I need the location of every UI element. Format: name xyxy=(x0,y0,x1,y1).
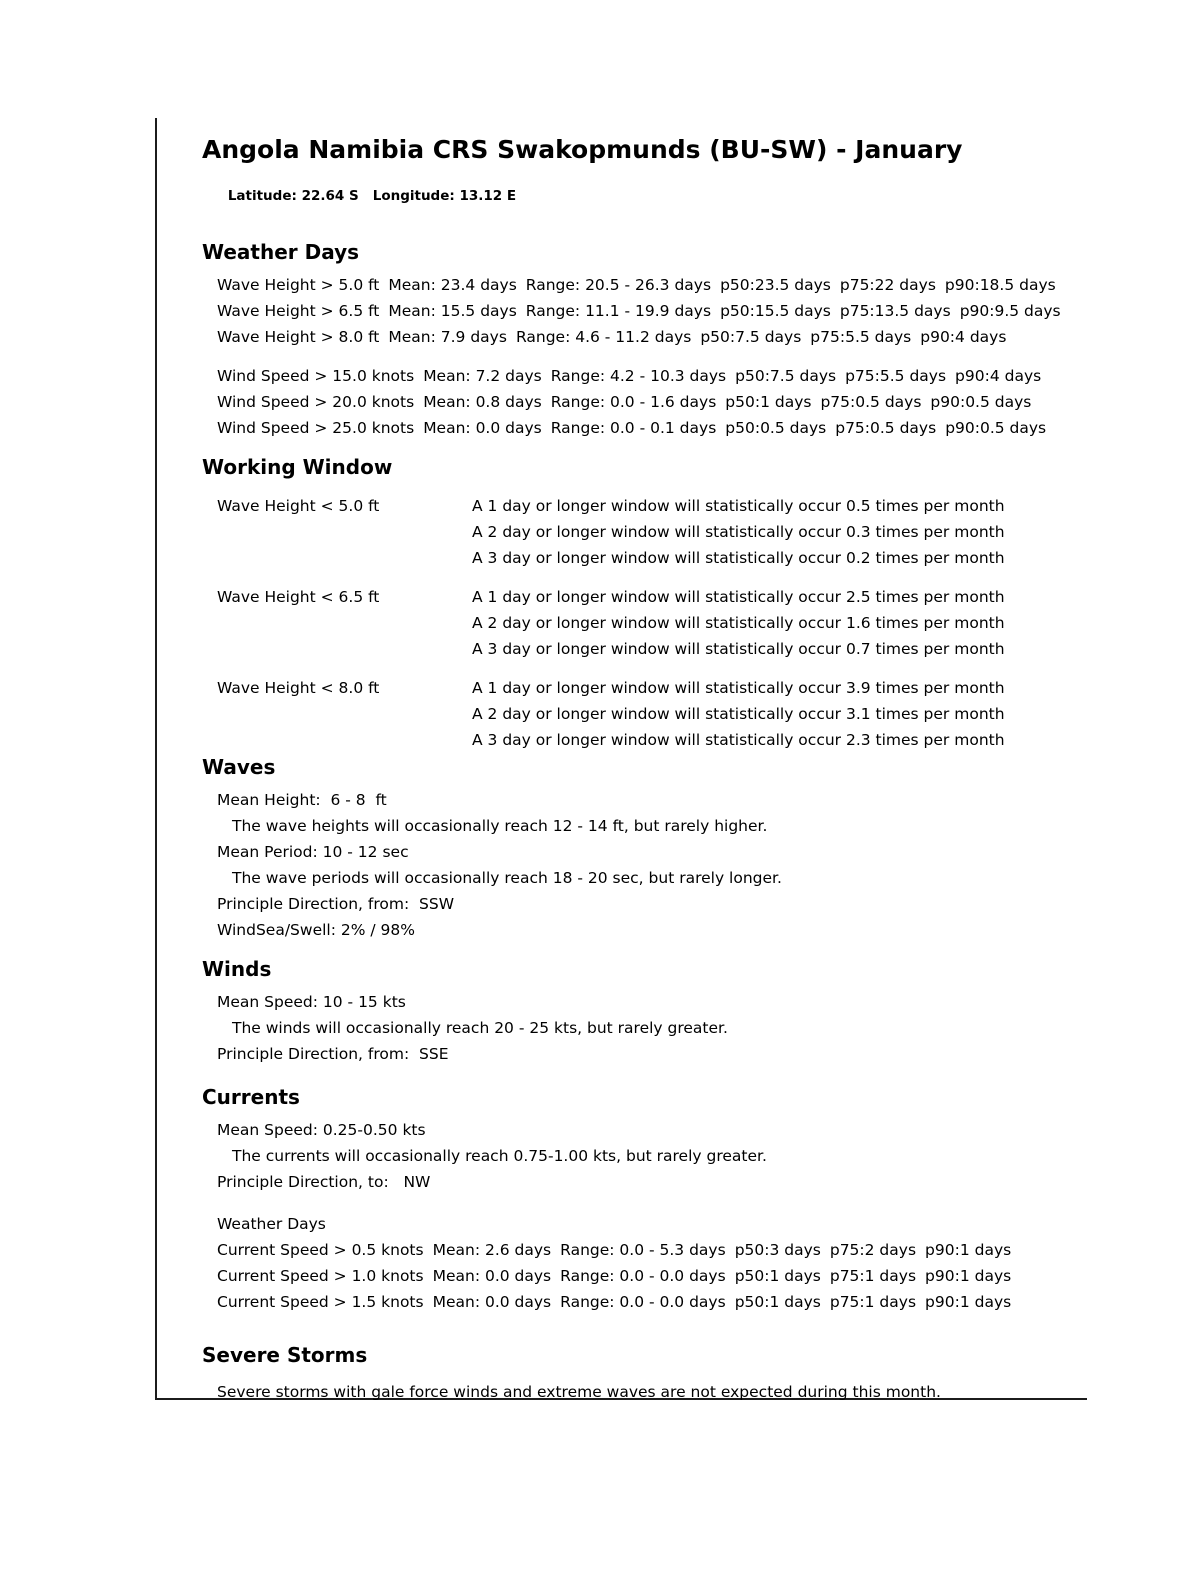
waves-details xyxy=(202,787,1087,943)
stat-range: Range: 0.0 - 0.0 days xyxy=(560,1267,726,1285)
stat-row-wave-5 xyxy=(217,272,1087,298)
stat-p75: p75:1 days xyxy=(829,1267,917,1285)
stat-parameter: Wind Speed > 25.0 knots xyxy=(217,419,415,437)
stat-mean: Mean: 23.4 days xyxy=(388,276,517,294)
working-window-occurrence-line: A 3 day or longer window will statistically occur 2.3 times per month xyxy=(472,731,1005,749)
wave-height-stats xyxy=(202,272,1087,350)
stat-p75: p75:5.5 days xyxy=(845,367,947,385)
winds-speed-note: The winds will occasionally reach 20 - 25 kts, but rarely greater. xyxy=(232,1019,728,1037)
working-window-occurrence-line: A 3 day or longer window will statistically occur 0.2 times per month xyxy=(472,549,1005,567)
winds-heading: Winds xyxy=(202,957,272,981)
stat-parameter: Current Speed > 1.5 knots xyxy=(217,1293,424,1311)
working-window-group-65 xyxy=(202,584,1087,662)
current-speed-stats xyxy=(202,1237,1087,1315)
stat-p75: p75:0.5 days xyxy=(820,393,922,411)
stat-parameter: Wave Height > 8.0 ft xyxy=(217,328,380,346)
stat-mean: Mean: 7.9 days xyxy=(388,328,507,346)
stat-mean: Mean: 0.0 days xyxy=(432,1293,552,1311)
working-window-occurrence-line: A 2 day or longer window will statistically occur 1.6 times per month xyxy=(472,614,1005,632)
currents-weather-days-label: Weather Days xyxy=(217,1215,326,1233)
winds-mean-speed: Mean Speed: 10 - 15 kts xyxy=(217,993,406,1011)
wind-speed-stats xyxy=(202,363,1087,441)
stat-row-current-10 xyxy=(217,1263,1087,1289)
working-window-occurrence-line: A 2 day or longer window will statistically occur 0.3 times per month xyxy=(472,523,1005,541)
currents-principle-direction: Principle Direction, to: NW xyxy=(217,1173,431,1191)
stat-row-current-15 xyxy=(217,1289,1087,1315)
page-title: Angola Namibia CRS Swakopmunds (BU-SW) - January xyxy=(202,135,963,164)
working-window-occurrence-line: A 2 day or longer window will statistically occur 3.1 times per month xyxy=(472,705,1005,723)
working-window-group-5 xyxy=(202,493,1087,571)
waves-principle-direction: Principle Direction, from: SSW xyxy=(217,895,455,913)
stat-p90: p90:1 days xyxy=(925,1267,1012,1285)
stat-p50: p50:23.5 days xyxy=(720,276,831,294)
stat-p90: p90:4 days xyxy=(920,328,1007,346)
stat-range: Range: 20.5 - 26.3 days xyxy=(525,276,712,294)
stat-parameter: Wind Speed > 20.0 knots xyxy=(217,393,415,411)
stat-range: Range: 4.6 - 11.2 days xyxy=(515,328,692,346)
stat-mean: Mean: 2.6 days xyxy=(432,1241,552,1259)
stat-mean: Mean: 0.0 days xyxy=(423,419,542,437)
working-window-heading: Working Window xyxy=(202,455,393,479)
stat-row-current-05 xyxy=(217,1237,1087,1263)
weather-days-heading: Weather Days xyxy=(202,240,360,264)
stat-range: Range: 4.2 - 10.3 days xyxy=(550,367,727,385)
stat-p75: p75:13.5 days xyxy=(839,302,951,320)
stat-p50: p50:7.5 days xyxy=(700,328,802,346)
stat-mean: Mean: 0.8 days xyxy=(423,393,542,411)
page-frame xyxy=(155,118,1087,1400)
stat-p50: p50:7.5 days xyxy=(735,367,837,385)
working-window-condition: Wave Height < 5.0 ft xyxy=(217,497,380,515)
working-window-condition: Wave Height < 8.0 ft xyxy=(217,679,380,697)
stat-p90: p90:1 days xyxy=(925,1293,1012,1311)
waves-heading: Waves xyxy=(202,755,276,779)
stat-mean: Mean: 0.0 days xyxy=(432,1267,552,1285)
stat-parameter: Current Speed > 0.5 knots xyxy=(217,1241,424,1259)
stat-mean: Mean: 7.2 days xyxy=(423,367,542,385)
working-window-lines xyxy=(472,493,1005,571)
stat-p90: p90:0.5 days xyxy=(930,393,1032,411)
currents-speed-note: The currents will occasionally reach 0.75-1.00 kts, but rarely greater. xyxy=(232,1147,767,1165)
currents-details xyxy=(202,1117,1087,1195)
waves-mean-period: Mean Period: 10 - 12 sec xyxy=(217,843,409,861)
stat-p50: p50:3 days xyxy=(734,1241,821,1259)
stat-p50: p50:15.5 days xyxy=(720,302,831,320)
longitude-value: Longitude: 13.12 E xyxy=(372,188,517,204)
stat-mean: Mean: 15.5 days xyxy=(388,302,517,320)
working-window-occurrence-line: A 1 day or longer window will statistically occur 3.9 times per month xyxy=(472,679,1005,697)
stat-p50: p50:1 days xyxy=(734,1267,821,1285)
working-window-lines xyxy=(472,675,1005,753)
waves-mean-height: Mean Height: 6 - 8 ft xyxy=(217,791,387,809)
stat-parameter: Current Speed > 1.0 knots xyxy=(217,1267,424,1285)
stat-p75: p75:0.5 days xyxy=(835,419,937,437)
severe-storms-text: Severe storms with gale force winds and extreme waves are not expected during this month. xyxy=(217,1383,941,1401)
stat-p90: p90:4 days xyxy=(955,367,1042,385)
working-window-occurrence-line: A 3 day or longer window will statistically occur 0.7 times per month xyxy=(472,640,1005,658)
waves-height-note: The wave heights will occasionally reach 12 - 14 ft, but rarely higher. xyxy=(232,817,768,835)
stat-range: Range: 0.0 - 1.6 days xyxy=(550,393,717,411)
stat-range: Range: 0.0 - 5.3 days xyxy=(560,1241,726,1259)
stat-p90: p90:1 days xyxy=(925,1241,1012,1259)
stat-parameter: Wave Height > 6.5 ft xyxy=(217,302,380,320)
stat-p90: p90:18.5 days xyxy=(944,276,1056,294)
severe-storms-heading: Severe Storms xyxy=(202,1343,368,1367)
stat-row-wind-15 xyxy=(217,363,1087,389)
stat-p75: p75:5.5 days xyxy=(810,328,912,346)
stat-row-wave-65 xyxy=(217,298,1087,324)
stat-p50: p50:1 days xyxy=(734,1293,821,1311)
working-window-occurrence-line: A 1 day or longer window will statistically occur 0.5 times per month xyxy=(472,497,1005,515)
currents-mean-speed: Mean Speed: 0.25-0.50 kts xyxy=(217,1121,426,1139)
coordinates-line xyxy=(202,172,1087,220)
stat-p75: p75:2 days xyxy=(829,1241,917,1259)
working-window-occurrence-line: A 1 day or longer window will statistically occur 2.5 times per month xyxy=(472,588,1005,606)
stat-p90: p90:9.5 days xyxy=(959,302,1061,320)
stat-row-wind-25 xyxy=(217,415,1087,441)
stat-p75: p75:1 days xyxy=(829,1293,917,1311)
stat-p50: p50:1 days xyxy=(725,393,812,411)
stat-p50: p50:0.5 days xyxy=(725,419,827,437)
stat-parameter: Wave Height > 5.0 ft xyxy=(217,276,380,294)
currents-heading: Currents xyxy=(202,1085,300,1109)
winds-details xyxy=(202,989,1087,1067)
latitude-value: Latitude: 22.64 S xyxy=(227,188,359,204)
stat-p75: p75:22 days xyxy=(839,276,936,294)
stat-range: Range: 11.1 - 19.9 days xyxy=(525,302,712,320)
stat-p90: p90:0.5 days xyxy=(945,419,1047,437)
working-window-group-8 xyxy=(202,675,1087,753)
stat-parameter: Wind Speed > 15.0 knots xyxy=(217,367,415,385)
waves-period-note: The wave periods will occasionally reach 18 - 20 sec, but rarely longer. xyxy=(232,869,782,887)
winds-principle-direction: Principle Direction, from: SSE xyxy=(217,1045,449,1063)
working-window-lines xyxy=(472,584,1005,662)
stat-row-wave-8 xyxy=(217,324,1087,350)
waves-windsea-swell: WindSea/Swell: 2% / 98% xyxy=(217,921,415,939)
stat-row-wind-20 xyxy=(217,389,1087,415)
stat-range: Range: 0.0 - 0.0 days xyxy=(560,1293,726,1311)
stat-range: Range: 0.0 - 0.1 days xyxy=(550,419,717,437)
working-window-condition: Wave Height < 6.5 ft xyxy=(217,588,380,606)
